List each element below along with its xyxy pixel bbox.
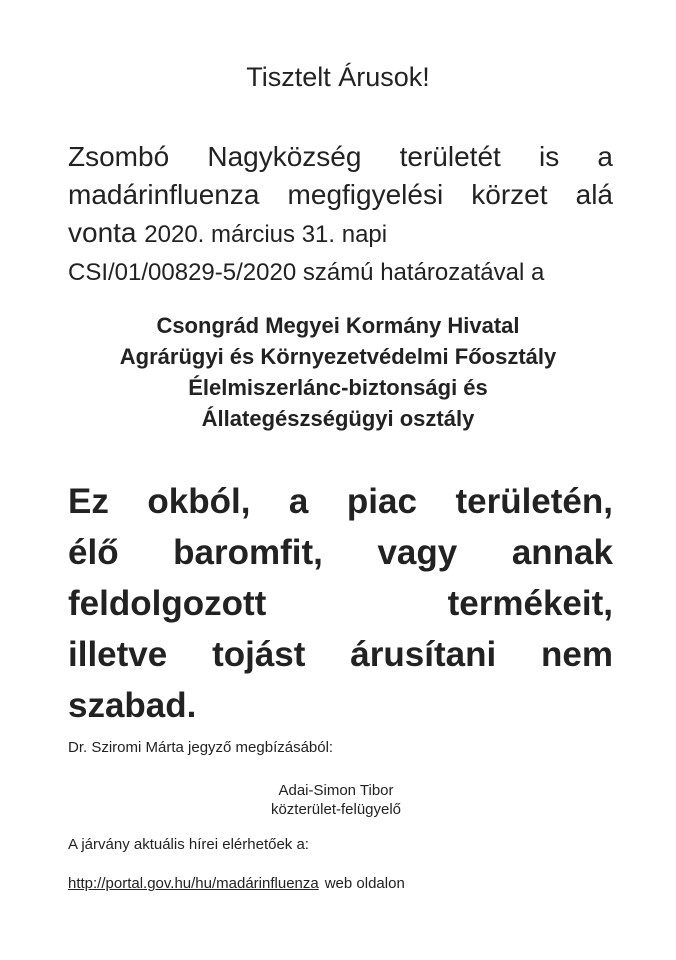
info-text: A járvány aktuális hírei elérhetőek a: <box>68 836 309 853</box>
authority-line-3: Élelmiszerlánc-biztonsági és <box>188 375 488 400</box>
signer-name: Adai-Simon Tibor <box>278 782 394 799</box>
intro-line-4: CSI/01/00829-5/2020 számú határozatával a <box>68 259 545 286</box>
authority-line-2: Agrárügyi és Környezetvédelmi Főosztály <box>119 344 557 369</box>
authority-block <box>60 310 616 434</box>
notice-line-2: élő baromfit, vagy annak <box>68 533 613 572</box>
signature-label: Dr. Sziromi Márta jegyző megbízásából: <box>68 739 334 756</box>
notice-line-5: szabad. <box>68 686 197 725</box>
prohibition-notice <box>68 476 613 731</box>
authority-line-1: Csongrád Megyei Kormány Hivatal <box>156 313 520 338</box>
intro-line-3 <box>68 214 613 254</box>
portal-link[interactable]: http://portal.gov.hu/hu/madárinfluenza <box>68 875 319 892</box>
intro-line-3-word: vonta <box>68 217 137 248</box>
intro-paragraph <box>68 138 613 292</box>
notice-line-4: illetve tojást árusítani nem <box>68 635 613 674</box>
link-suffix: web oldalon <box>324 875 405 892</box>
signer-block <box>236 781 436 819</box>
signer-title: közterület-felügyelő <box>270 801 402 818</box>
notice-line-1: Ez okból, a piac területén, <box>68 482 613 521</box>
intro-line-1: Zsombó Nagyközség területét is a <box>68 141 613 172</box>
link-line <box>68 875 405 892</box>
intro-line-2: madárinfluenza megfigyelési körzet alá <box>68 179 613 210</box>
greeting-heading: Tisztelt Árusok! <box>246 62 430 92</box>
notice-line-3: feldolgozott termékeit, <box>68 584 613 623</box>
authority-line-4: Állategészségügyi osztály <box>201 406 475 431</box>
intro-line-3-date: 2020. március 31. napi <box>144 221 388 248</box>
